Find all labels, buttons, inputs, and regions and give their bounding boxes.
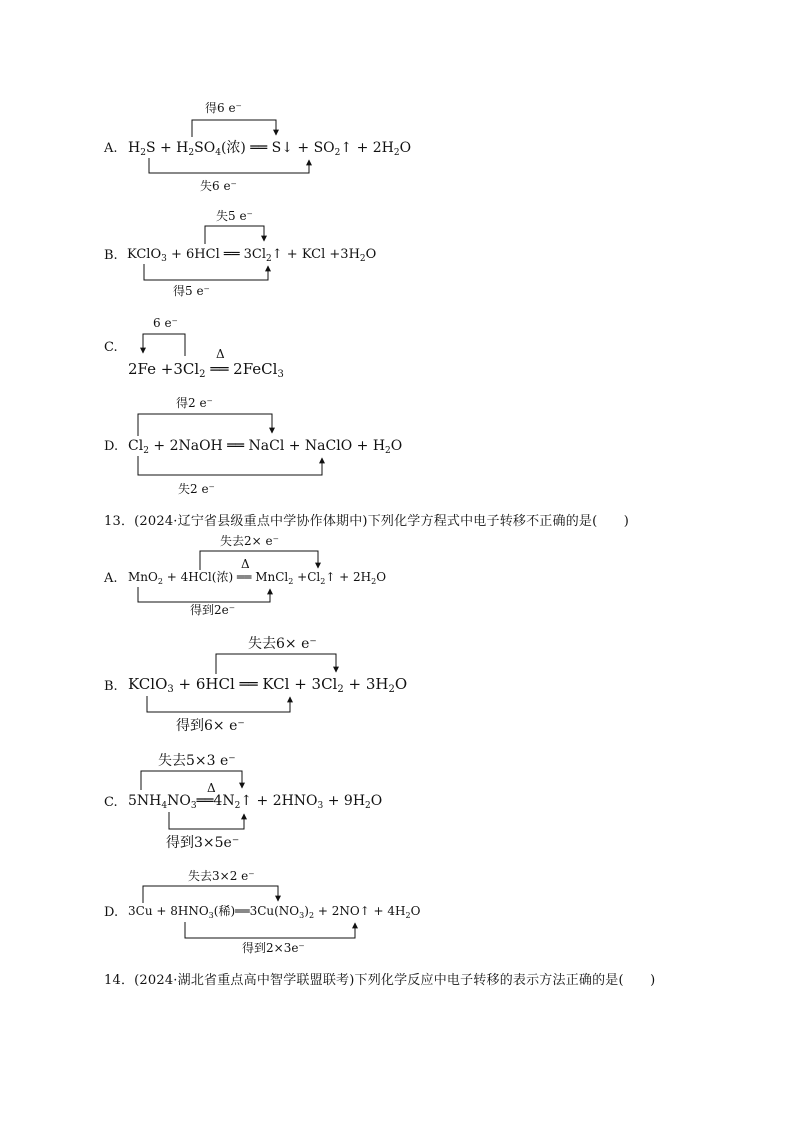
option-letter: D. [104, 439, 119, 454]
reaction-condition: Δ [241, 557, 250, 571]
transfer-label-bottom: 得到2e⁻ [190, 603, 236, 617]
option-b-prev [104, 208, 376, 298]
transfer-arrow-top [141, 771, 242, 790]
reaction-condition: Δ [207, 781, 216, 795]
transfer-label-bottom: 得到6× e⁻ [176, 718, 245, 734]
transfer-label-bottom: 得到3×5e⁻ [166, 835, 240, 851]
equation: $H_2S + H_2SO_4$(浓) ══ S↓ + $SO_2↑ + 2H_2O$ [128, 140, 412, 158]
question-13-text: 13．(2024·辽宁省县级重点中学协作体期中)下列化学方程式中电子转移不正确的是( ) [104, 514, 630, 529]
equation: $Cl_2$ + 2NaOH ══ NaCl + NaClO + $H_2O$ [128, 438, 403, 456]
transfer-arrow-top [216, 654, 336, 674]
option-letter: B. [104, 248, 118, 263]
transfer-label-top: 6 e⁻ [153, 316, 178, 330]
transfer-label-top: 失去2× e⁻ [220, 534, 279, 548]
transfer-arrow-bottom [185, 922, 355, 938]
option-letter: B. [104, 679, 118, 694]
transfer-label-bottom: 得到2×3e⁻ [242, 941, 305, 955]
transfer-arrow-top [200, 551, 318, 570]
transfer-arrow-bottom [147, 696, 290, 712]
option-letter: C. [104, 795, 118, 810]
q13-option-a [103, 533, 386, 617]
reaction-condition: Δ [216, 347, 225, 361]
transfer-arrow-bottom [149, 158, 309, 173]
option-a-prev [103, 101, 411, 193]
transfer-arrow-top [205, 226, 264, 244]
transfer-label-top: 失去6× e⁻ [248, 636, 317, 652]
transfer-arrow-top [138, 414, 272, 436]
transfer-label-bottom: 失2 e⁻ [178, 482, 215, 496]
transfer-arrow-bottom [138, 587, 270, 602]
transfer-label-bottom: 得5 e⁻ [173, 284, 210, 298]
q13-option-c [104, 752, 382, 851]
q13-option-b [104, 635, 407, 734]
equation: KClO$_3$ + 6HCl ══ KCl + $3Cl_2 + 3H_2O$ [128, 675, 408, 695]
equation: KClO$_3$ + 6HCl ══ $3Cl_2↑$ + KCl $+3H_2O$ [127, 247, 377, 264]
option-d-prev [104, 396, 402, 496]
option-letter: D. [104, 905, 119, 920]
option-letter: A. [104, 141, 118, 156]
question-14-text: 14．(2024·湖北省重点高中智学联盟联考)下列化学反应中电子转移的表示方法正确的是( ) [104, 973, 656, 988]
transfer-arrow-bottom [144, 264, 268, 280]
equation: $2Fe +3Cl_2$ ══ 2FeCl$_3$ [128, 360, 284, 380]
option-c-prev [104, 316, 284, 380]
transfer-arrow-bottom [169, 812, 244, 829]
option-letter: A. [104, 571, 118, 586]
equation: $5NH_4NO_3══4N_2↑ + 2HNO_3 + 9H_2O$ [128, 793, 383, 811]
q13-option-d [104, 868, 421, 955]
transfer-label-top: 得6 e⁻ [205, 101, 242, 115]
transfer-arrow-top [143, 886, 278, 903]
transfer-arrow-bottom [138, 456, 322, 475]
transfer-arrow-top [143, 334, 185, 356]
transfer-label-bottom: 失6 e⁻ [200, 179, 237, 193]
equation: $3Cu + 8HNO_3$(稀)$══3Cu(NO_3)_2$ + 2NO↑ + $4H_2O$ [128, 904, 421, 920]
transfer-label-top: 失5 e⁻ [216, 209, 253, 223]
transfer-label-top: 得2 e⁻ [176, 396, 213, 410]
option-letter: C. [104, 340, 118, 355]
transfer-label-top: 失去3×2 e⁻ [188, 869, 255, 883]
transfer-arrow-top [192, 120, 276, 137]
equation: MnO$_2$ + 4HCl(浓) ══ MnCl$_2$ $+Cl_2↑ + 2H_2O$ [128, 570, 387, 586]
transfer-label-top: 失去5×3 e⁻ [158, 753, 236, 769]
